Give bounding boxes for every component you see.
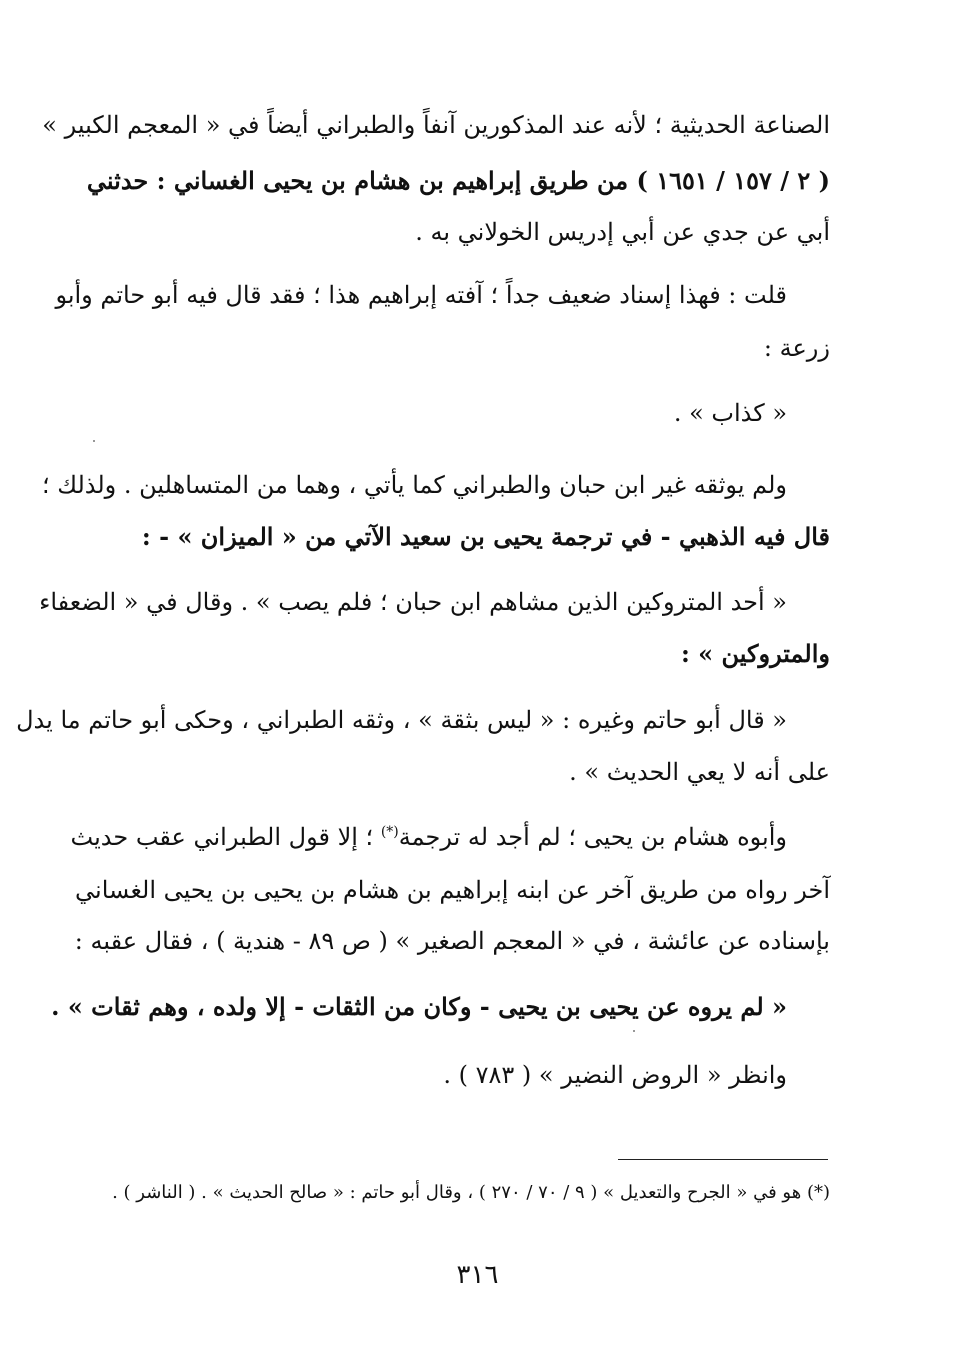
scan-speck bbox=[93, 440, 95, 442]
text-line: أبي عن جدي عن أبي إدريس الخولاني به . bbox=[415, 218, 830, 246]
text-fragment: ؛ إلا قول الطبراني عقب حديث bbox=[70, 823, 381, 851]
quote-line: « لم يروه عن يحيى بن يحيى - وكان من الثقات - إلا ولده ، وهم ثقات » . bbox=[51, 992, 787, 1021]
text-line: بإسناده عن عائشة ، في « المعجم الصغير » ( ص ٨٩ - هندية ) ، فقال عقبه : bbox=[74, 927, 830, 955]
footnote-marker: (*) bbox=[380, 824, 399, 840]
quote-line: « أحد المتروكين الذين مشاهم ابن حبان ؛ فلم يصب » . وقال في « الضعفاء bbox=[39, 588, 787, 616]
text-line: زرعة : bbox=[763, 334, 830, 362]
footnote: (*) هو في « الجرح والتعديل » ( ٩ / ٧٠ / ٢٧٠ ) ، وقال أبو حاتم : « صالح الحديث » . ( الناشر ) . bbox=[112, 1182, 830, 1203]
scan-speck bbox=[633, 1030, 635, 1032]
text-fragment: وأبوه هشام بن يحيى ؛ لم أجد له ترجمة bbox=[398, 823, 787, 851]
text-line: ولم يوثقه غير ابن حبان والطبراني كما يأتي ، وهما من المتساهلين . ولذلك ؛ bbox=[41, 471, 787, 499]
text-line: قال فيه الذهبي - في ترجمة يحيى بن سعيد الآتي من « الميزان » - : bbox=[141, 522, 830, 551]
quote-line: « قال أبو حاتم وغيره : « ليس بثقة » ، وثقه الطبراني ، وحكى أبو حاتم ما يدل bbox=[16, 706, 787, 734]
text-line: آخر رواه من طريق آخر عن ابنه إبراهيم بن هشام بن يحيى بن يحيى الغساني bbox=[75, 876, 830, 904]
quote-line: على أنه لا يعي الحديث » . bbox=[569, 758, 830, 786]
text-line: الصناعة الحديثية ؛ لأنه عند المذكورين آنفاً والطبراني أيضاً في « المعجم الكبير » bbox=[42, 111, 830, 139]
footnote-separator bbox=[618, 1159, 828, 1160]
text-line: وانظر « الروض النضير » ( ٧٨٣ ) . bbox=[443, 1061, 787, 1089]
text-line: والمتروكين » : bbox=[680, 639, 830, 668]
quote-line: « كذاب » . bbox=[673, 399, 787, 427]
text-line: قلت : فهذا إسناد ضعيف جداً ؛ آفته إبراهيم هذا ؛ فقد قال فيه أبو حاتم وأبو bbox=[55, 281, 787, 309]
page-number: ٣١٦ bbox=[456, 1260, 499, 1290]
text-line bbox=[70, 820, 787, 854]
text-line: ( ٢ / ١٥٧ / ١٦٥١ ) من طريق إبراهيم بن هشام بن يحيى الغساني : حدثني bbox=[86, 166, 830, 195]
